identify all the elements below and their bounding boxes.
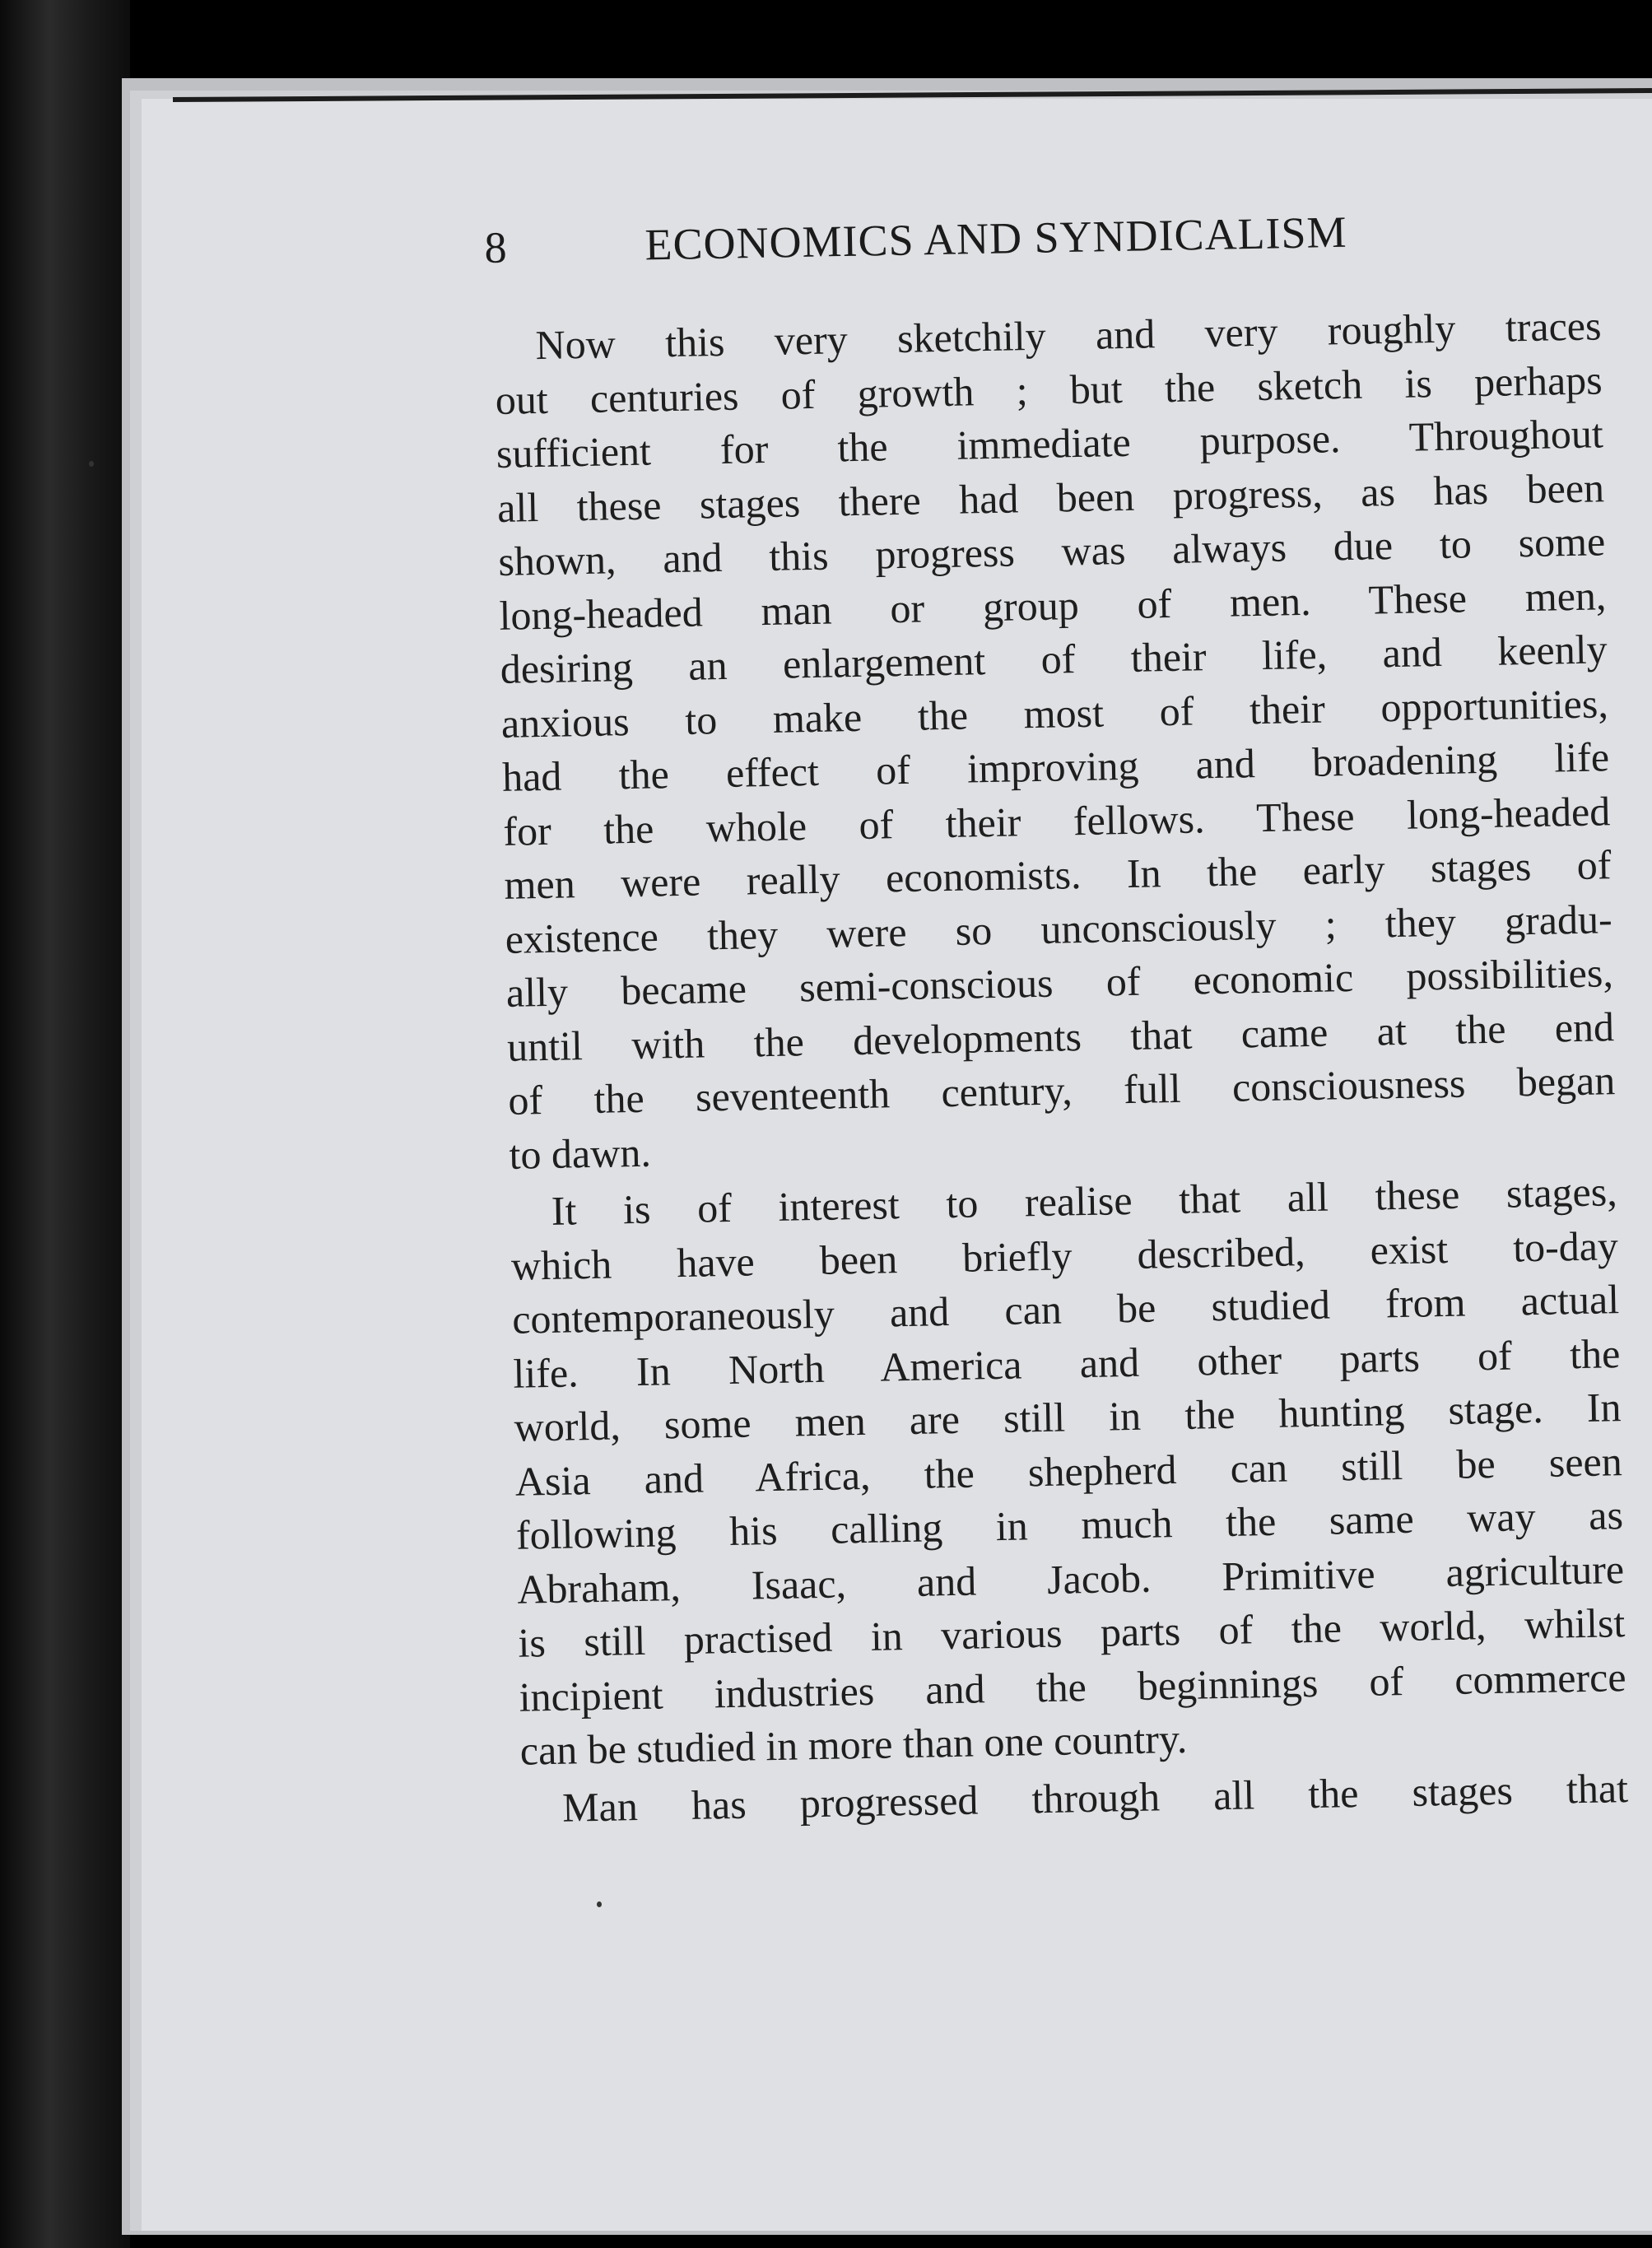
- text-line: desiring an enlargement of their life, and keenly: [500, 626, 1608, 692]
- text-line: which have been briefly described, exist to-day: [510, 1222, 1619, 1289]
- text-line: existence they were so unconsciously ; they gradu-: [505, 895, 1613, 962]
- text-line: until with the developments that came at the end: [506, 1003, 1615, 1070]
- body-text: [494, 299, 1629, 1835]
- text-line: ally became semi-conscious of economic possibilities,: [505, 949, 1614, 1016]
- book-binding: [0, 0, 130, 2248]
- text-line: for the whole of their fellows. These long-headed: [502, 787, 1611, 854]
- scan-speck: [597, 1901, 602, 1907]
- text-line: is still practised in various parts of the world, whilst: [517, 1599, 1626, 1666]
- text-line: men were really economists. In the early stages of: [504, 841, 1612, 908]
- text-line: It is of interest to realise that all these stages,: [551, 1168, 1618, 1234]
- text-line: anxious to make the most of their opportunities,: [500, 679, 1609, 747]
- page-number: 8: [484, 222, 509, 272]
- text-line: to dawn.: [509, 1129, 652, 1178]
- text-line: can be studied in more than one country.: [519, 1715, 1188, 1774]
- text-line: incipient industries and the beginnings of commerce: [519, 1653, 1626, 1720]
- text-line: Abraham, Isaac, and Jacob. Primitive agriculture: [516, 1545, 1625, 1613]
- text-line: following his calling in much the same way as: [515, 1492, 1624, 1558]
- scan-speck: [89, 461, 94, 467]
- text-line: Man has progressed through all the stages that: [561, 1764, 1629, 1831]
- text-line: long-headed man or group of men. These men,: [499, 571, 1607, 639]
- text-line: world, some men are still in the hunting stage. In: [514, 1384, 1622, 1450]
- text-line: life. In North America and other parts of the: [512, 1329, 1621, 1397]
- text-line: Now this very sketchily and very roughly traces: [535, 302, 1602, 369]
- text-line: out centuries of growth ; but the sketch is perhaps: [495, 356, 1603, 423]
- text-line: sufficient for the immediate purpose. Throughout: [496, 410, 1604, 477]
- text-line: all these stages there had been progress, as has been: [496, 463, 1605, 531]
- text-line: had the effect of improving and broadening life: [501, 733, 1610, 800]
- running-title: ECONOMICS AND SYNDICALISM: [644, 207, 1348, 270]
- text-line: of the seventeenth century, full consciousness began: [507, 1057, 1616, 1124]
- text-line: shown, and this progress was always due to some: [497, 518, 1606, 584]
- text-line: contemporaneously and can be studied from actual: [511, 1276, 1620, 1343]
- text-line: Asia and Africa, the shepherd can still be seen: [514, 1437, 1623, 1505]
